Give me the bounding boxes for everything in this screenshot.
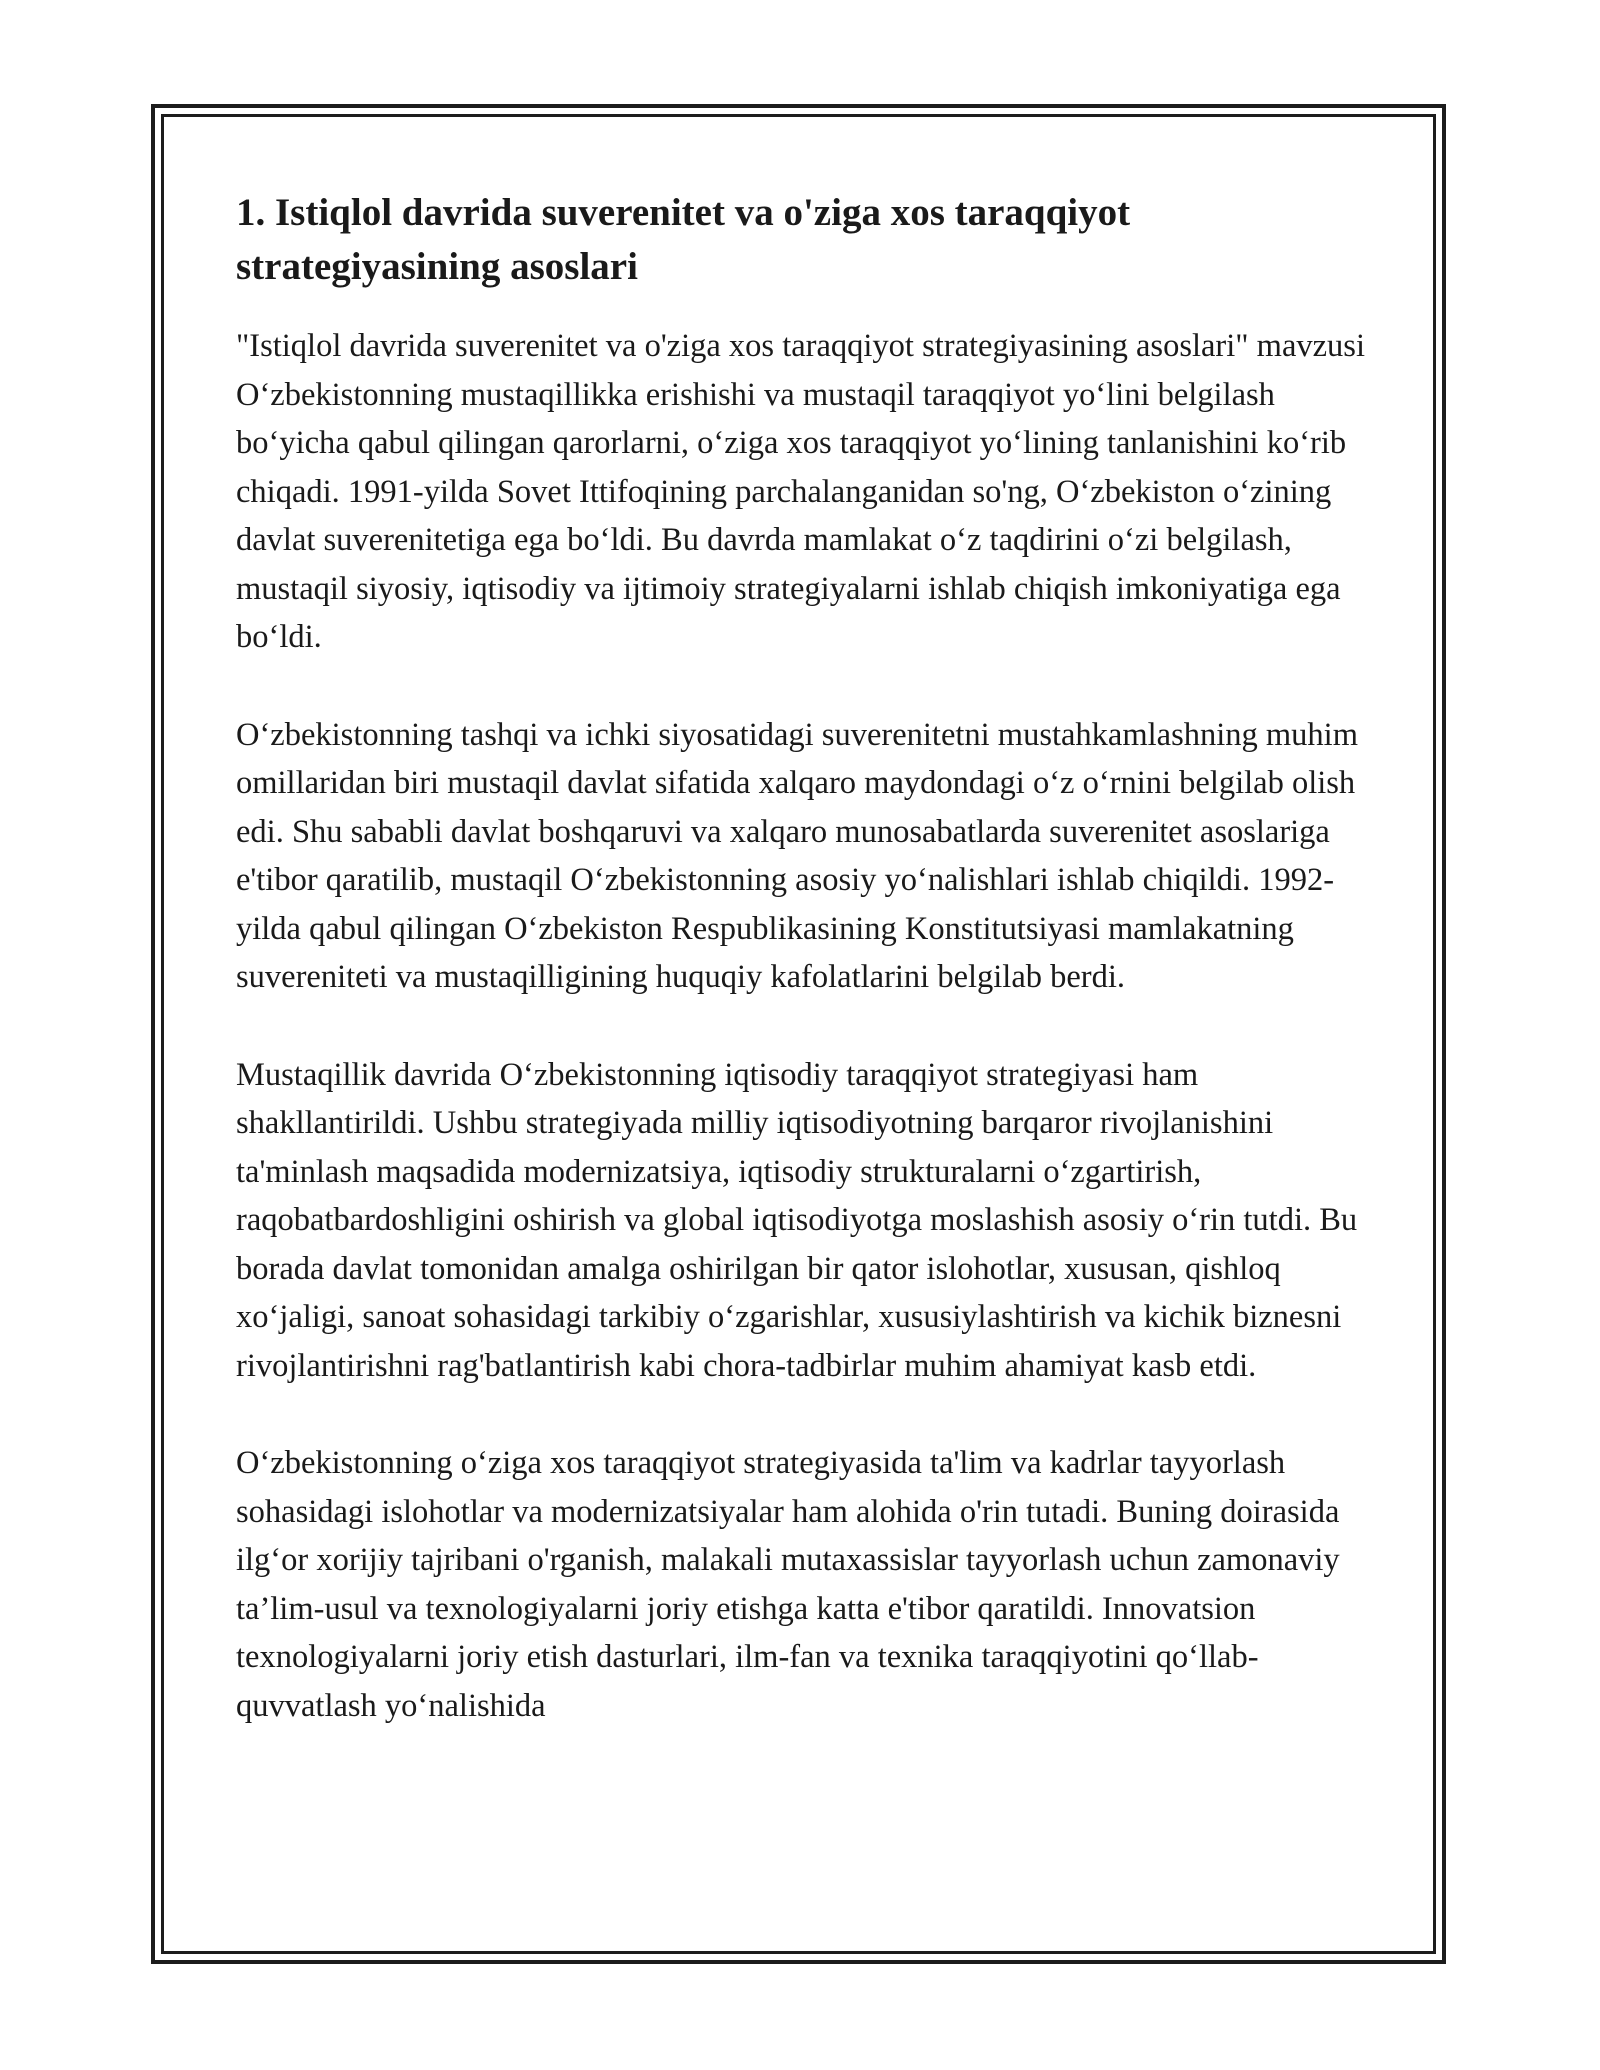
paragraph-1: "Istiqlol davrida suverenitet va o'ziga xos taraqqiyot strategiyasining asoslari" mavzusi O‘zbekistonning mustaqillikka erishishi va mustaqil taraqqiyot yo‘lini belgilash bo‘yicha qabul qilingan qarorlarni, o‘ziga xos taraqqiyot yo‘lining tanlanishini ko‘rib chiqadi. 1991-yilda Sovet Ittifoqining parchalanganidan so'ng, O‘zbekiston o‘zining davlat suverenitetiga ega bo‘ldi. Bu davrda mamlakat o‘z taqdirini o‘zi belgilash, mustaqil siyosiy, iqtisodiy va ijtimoiy strategiyalarni ishlab chiqish imkoniyatiga ega bo‘ldi.: [236, 328, 1365, 655]
paragraph-4: O‘zbekistonning o‘ziga xos taraqqiyot strategiyasida ta'lim va kadrlar tayyorlash sohasidagi islohotlar va modernizatsiyalar ham alohida o'rin tutadi. Buning doirasida ilg‘or xorijiy tajribani o'rganish, malakali mutaxassislar tayyorlash uchun zamonaviy ta’lim-usul va texnologiyalarni joriy etishga katta e'tibor qaratildi. Innovatsion texnologiyalarni joriy etish dasturlari, ilm-fan va texnika taraqqiyotini qo‘llab-quvvatlash yo‘nalishida: [236, 1445, 1340, 1724]
paragraph-3: Mustaqillik davrida O‘zbekistonning iqtisodiy taraqqiyot strategiyasi ham shakllantirildi. Ushbu strategiyada milliy iqtisodiyotning barqaror rivojlanishini ta'minlash maqsadida modernizatsiya, iqtisodiy strukturalarni o‘zgartirish, raqobatbardoshligini oshirish va global iqtisodiyotga moslashish asosiy o‘rin tutdi. Bu borada davlat tomonidan amalga oshirilgan bir qator islohotlar, xususan, qishloq xo‘jaligi, sanoat sohasidagi tarkibiy o‘zgarishlar, xususiylashtirish va kichik biznesni rivojlantirishni rag'batlantirish kabi chora-tadbirlar muhim ahamiyat kasb etdi.: [236, 1056, 1358, 1384]
document-body: [236, 186, 1376, 1779]
paragraph-2: O‘zbekistonning tashqi va ichki siyosatidagi suverenitetni mustahkamlashning muhim omillaridan biri mustaqil davlat sifatida xalqaro maydondagi o‘z o‘rnini belgilab olish edi. Shu sababli davlat boshqaruvi va xalqaro munosabatlarda suverenitet asoslariga e'tibor qaratilib, mustaqil O‘zbekistonning asosiy yo‘nalishlari ishlab chiqildi. 1992-yilda qabul qilingan O‘zbekiston Respublikasining Konstitutsiyasi mamlakatning suvereniteti va mustaqilligining huquqiy kafolatlarini belgilab berdi.: [236, 716, 1358, 995]
section-heading: 1. Istiqlol davrida suverenitet va o'ziga xos taraqqiyot strategiyasining asoslari: [236, 191, 1131, 288]
